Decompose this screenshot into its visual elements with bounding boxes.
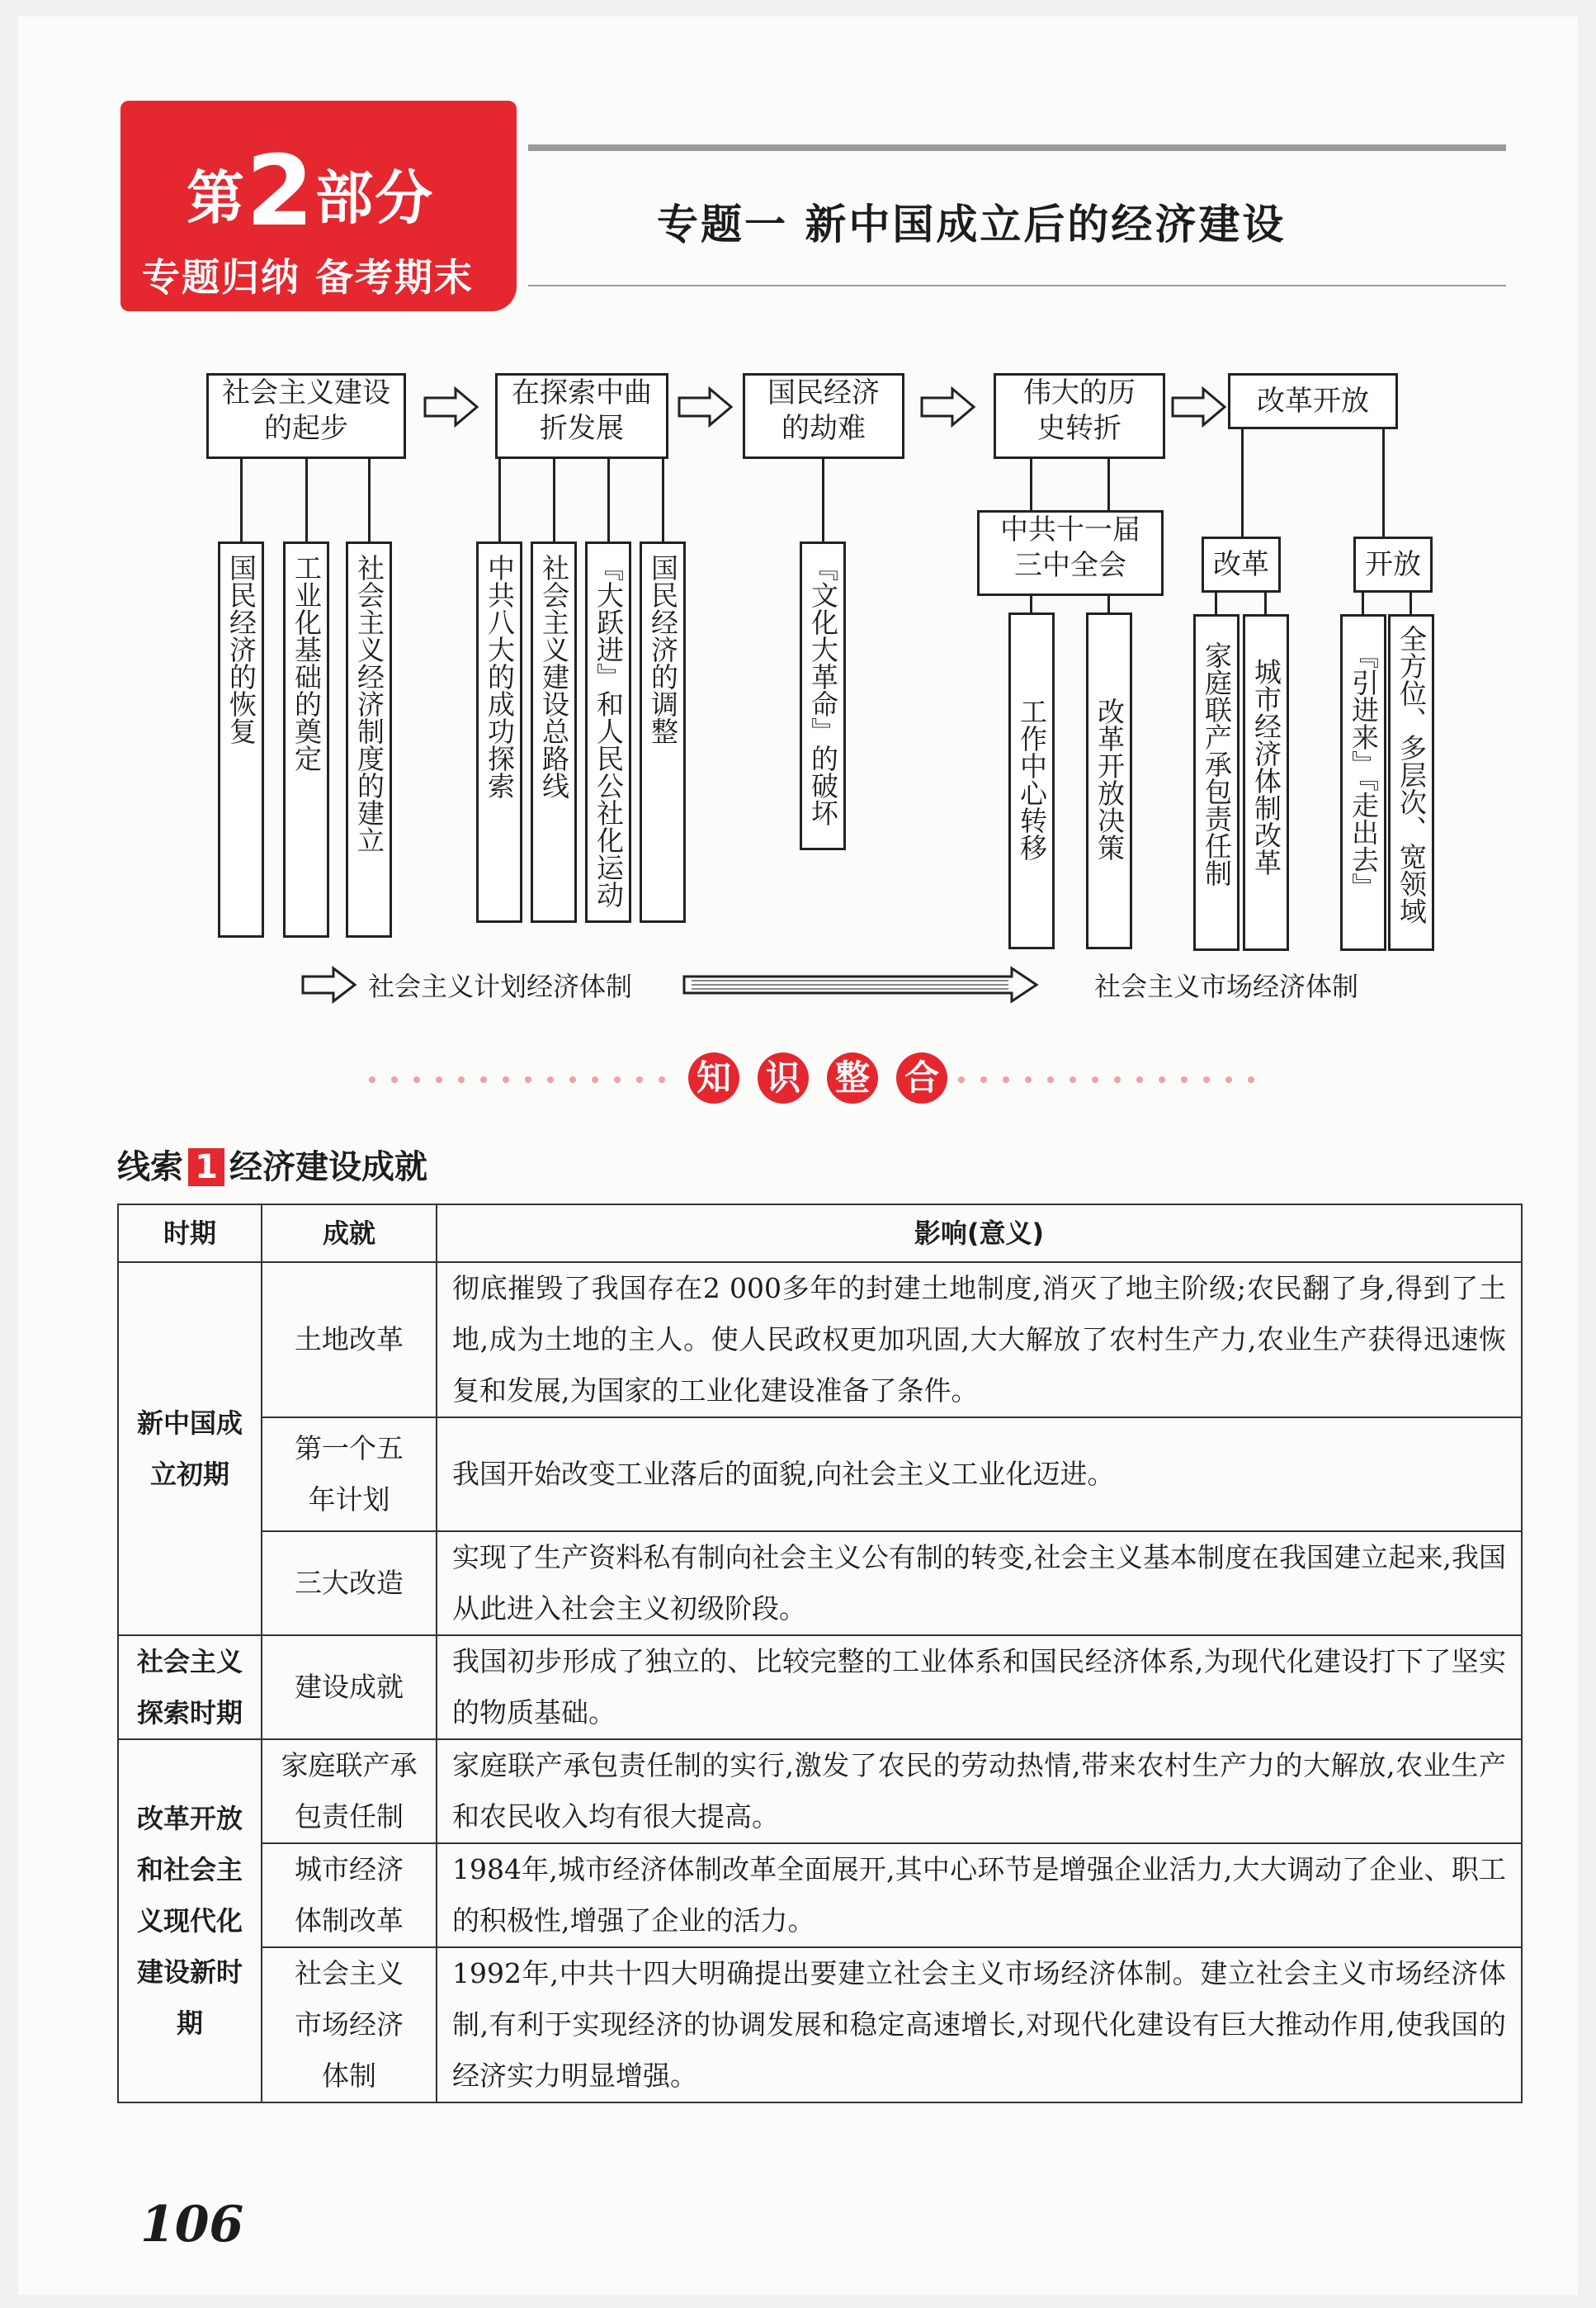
section-char-3: 整 bbox=[827, 1052, 878, 1104]
planned-arrow bbox=[300, 966, 358, 1004]
thread-number: 1 bbox=[188, 1148, 224, 1186]
achievement-cell: 建设成就 bbox=[262, 1635, 437, 1739]
stage3-item-1: 『文化大革命』的破坏 bbox=[800, 542, 846, 850]
stage2-item-2: 社会主义建设总路线 bbox=[531, 542, 577, 923]
achievement-cell: 社会主义市场经济体制 bbox=[262, 1947, 437, 2102]
connector bbox=[368, 459, 371, 542]
connector bbox=[1409, 593, 1412, 614]
connector bbox=[1107, 459, 1110, 510]
table-row bbox=[118, 1417, 1522, 1531]
stage-arrow-3 bbox=[919, 386, 977, 428]
connector bbox=[553, 459, 555, 542]
connector bbox=[1362, 593, 1364, 614]
stage1-item-3: 社会主义经济制度的建立 bbox=[346, 542, 392, 938]
part-subtitle: 专题归纳 备考期末 bbox=[142, 255, 475, 300]
dot-divider-left bbox=[368, 1076, 682, 1084]
stage-box-2: 在探索中曲折发展 bbox=[495, 373, 668, 459]
reform-box: 改革 bbox=[1202, 537, 1281, 593]
stage4-item-2: 改革开放决策 bbox=[1086, 612, 1132, 949]
table-row bbox=[118, 1843, 1522, 1947]
thread-heading bbox=[117, 1141, 427, 1188]
col-header-impact: 影响(意义) bbox=[437, 1204, 1522, 1262]
thread-title: 经济建设成就 bbox=[229, 1148, 427, 1186]
col-header-achievement: 成就 bbox=[262, 1204, 437, 1262]
stage1-item-1: 国民经济的恢复 bbox=[218, 542, 264, 938]
stage-arrow-4 bbox=[1170, 386, 1228, 428]
connector bbox=[1030, 459, 1032, 510]
header-rule-thin bbox=[528, 285, 1506, 286]
connector bbox=[822, 459, 824, 542]
header-rule bbox=[528, 144, 1506, 151]
table-row bbox=[118, 1635, 1522, 1739]
section-char-1: 知 bbox=[688, 1052, 739, 1104]
stage-arrow-2 bbox=[677, 386, 734, 428]
stage-arrow-1 bbox=[423, 386, 480, 428]
table-row bbox=[118, 1947, 1522, 2102]
achievement-cell: 家庭联产承包责任制 bbox=[262, 1739, 437, 1843]
connector bbox=[1382, 429, 1385, 537]
section-char-4: 合 bbox=[896, 1052, 947, 1104]
achievement-cell: 土地改革 bbox=[262, 1262, 437, 1417]
section-char-2: 识 bbox=[758, 1052, 809, 1104]
opening-box: 开放 bbox=[1353, 537, 1433, 593]
connector bbox=[1107, 596, 1110, 612]
achievement-cell: 城市经济体制改革 bbox=[262, 1843, 437, 1947]
impact-cell: 1984年,城市经济体制改革全面展开,其中心环节是增强企业活力,大大调动了企业、职工的积极性,增强了企业的活力。 bbox=[437, 1843, 1522, 1947]
impact-cell: 1992年,中共十四大明确提出要建立社会主义市场经济体制。建立社会主义市场经济体制,有利于实现经济的协调发展和稳定高速增长,对现代化建设有巨大推动作用,使我国的经济实力明显增强。 bbox=[437, 1947, 1522, 2102]
stage2-item-1: 中共八大的成功探索 bbox=[476, 542, 522, 923]
opening-item-1: 『引进来』『走出去』 bbox=[1340, 614, 1386, 951]
connector bbox=[1241, 429, 1244, 537]
part-banner bbox=[120, 101, 517, 311]
part-title: 第2部分 bbox=[187, 134, 435, 248]
impact-cell: 家庭联产承包责任制的实行,激发了农民的劳动热情,带来农村生产力的大解放,农业生产和农民收入均有很大提高。 bbox=[437, 1739, 1522, 1843]
stage2-item-3: 『大跃进』和人民公社化运动 bbox=[585, 542, 631, 923]
table-row bbox=[118, 1262, 1522, 1417]
reform-item-2: 城市经济体制改革 bbox=[1243, 614, 1289, 951]
impact-cell: 实现了生产资料私有制向社会主义公有制的转变,社会主义基本制度在我国建立起来,我国从此进入社会主义初级阶段。 bbox=[437, 1531, 1522, 1635]
connector bbox=[498, 459, 501, 542]
stage4-item-1: 工作中心转移 bbox=[1008, 612, 1055, 949]
connector bbox=[1030, 596, 1032, 612]
period-cell: 社会主义探索时期 bbox=[118, 1635, 262, 1739]
table-row bbox=[118, 1739, 1522, 1843]
achievement-table bbox=[117, 1204, 1523, 2103]
page-number: 106 bbox=[140, 2196, 244, 2254]
reform-item-1: 家庭联产承包责任制 bbox=[1193, 614, 1239, 951]
col-header-period: 时期 bbox=[118, 1204, 262, 1262]
connector bbox=[240, 459, 243, 542]
table-row bbox=[118, 1531, 1522, 1635]
thread-prefix: 线索 bbox=[117, 1148, 183, 1186]
impact-cell: 彻底摧毁了我国存在2 000多年的封建土地制度,消灭了地主阶级;农民翻了身,得到了土地,成为土地的主人。使人民政权更加巩固,大大解放了农村生产力,农业生产获得迅速恢复和发展,为国家的工业化建设准备了条件。 bbox=[437, 1262, 1522, 1417]
impact-cell: 我国开始改变工业落后的面貌,向社会主义工业化迈进。 bbox=[437, 1417, 1522, 1531]
system-transition-arrow bbox=[682, 966, 1041, 1004]
topic-title: 专题一 新中国成立后的经济建设 bbox=[657, 201, 1287, 248]
connector bbox=[1264, 593, 1267, 614]
achievement-cell: 第一个五年计划 bbox=[262, 1417, 437, 1531]
third-plenum-box: 中共十一届三中全会 bbox=[977, 510, 1164, 596]
connector bbox=[662, 459, 664, 542]
period-cell: 改革开放和社会主义现代化建设新时期 bbox=[118, 1739, 262, 2102]
dot-divider-right bbox=[957, 1076, 1271, 1084]
stage2-item-4: 国民经济的调整 bbox=[640, 542, 686, 923]
planned-economy-label: 社会主义计划经济体制 bbox=[368, 971, 633, 1002]
opening-item-2: 全方位、多层次、宽领域 bbox=[1388, 614, 1434, 951]
market-economy-label: 社会主义市场经济体制 bbox=[1094, 971, 1359, 1002]
stage-box-5: 改革开放 bbox=[1228, 373, 1398, 429]
stage-box-4: 伟大的历史转折 bbox=[994, 373, 1165, 459]
connector bbox=[1215, 593, 1217, 614]
stage1-item-2: 工业化基础的奠定 bbox=[283, 542, 329, 938]
stage-box-3: 国民经济的劫难 bbox=[743, 373, 904, 459]
achievement-cell: 三大改造 bbox=[262, 1531, 437, 1635]
period-cell: 新中国成立初期 bbox=[118, 1262, 262, 1635]
connector bbox=[607, 459, 610, 542]
connector bbox=[305, 459, 308, 542]
impact-cell: 我国初步形成了独立的、比较完整的工业体系和国民经济体系,为现代化建设打下了坚实的物质基础。 bbox=[437, 1635, 1522, 1739]
stage-box-1: 社会主义建设的起步 bbox=[206, 373, 406, 459]
